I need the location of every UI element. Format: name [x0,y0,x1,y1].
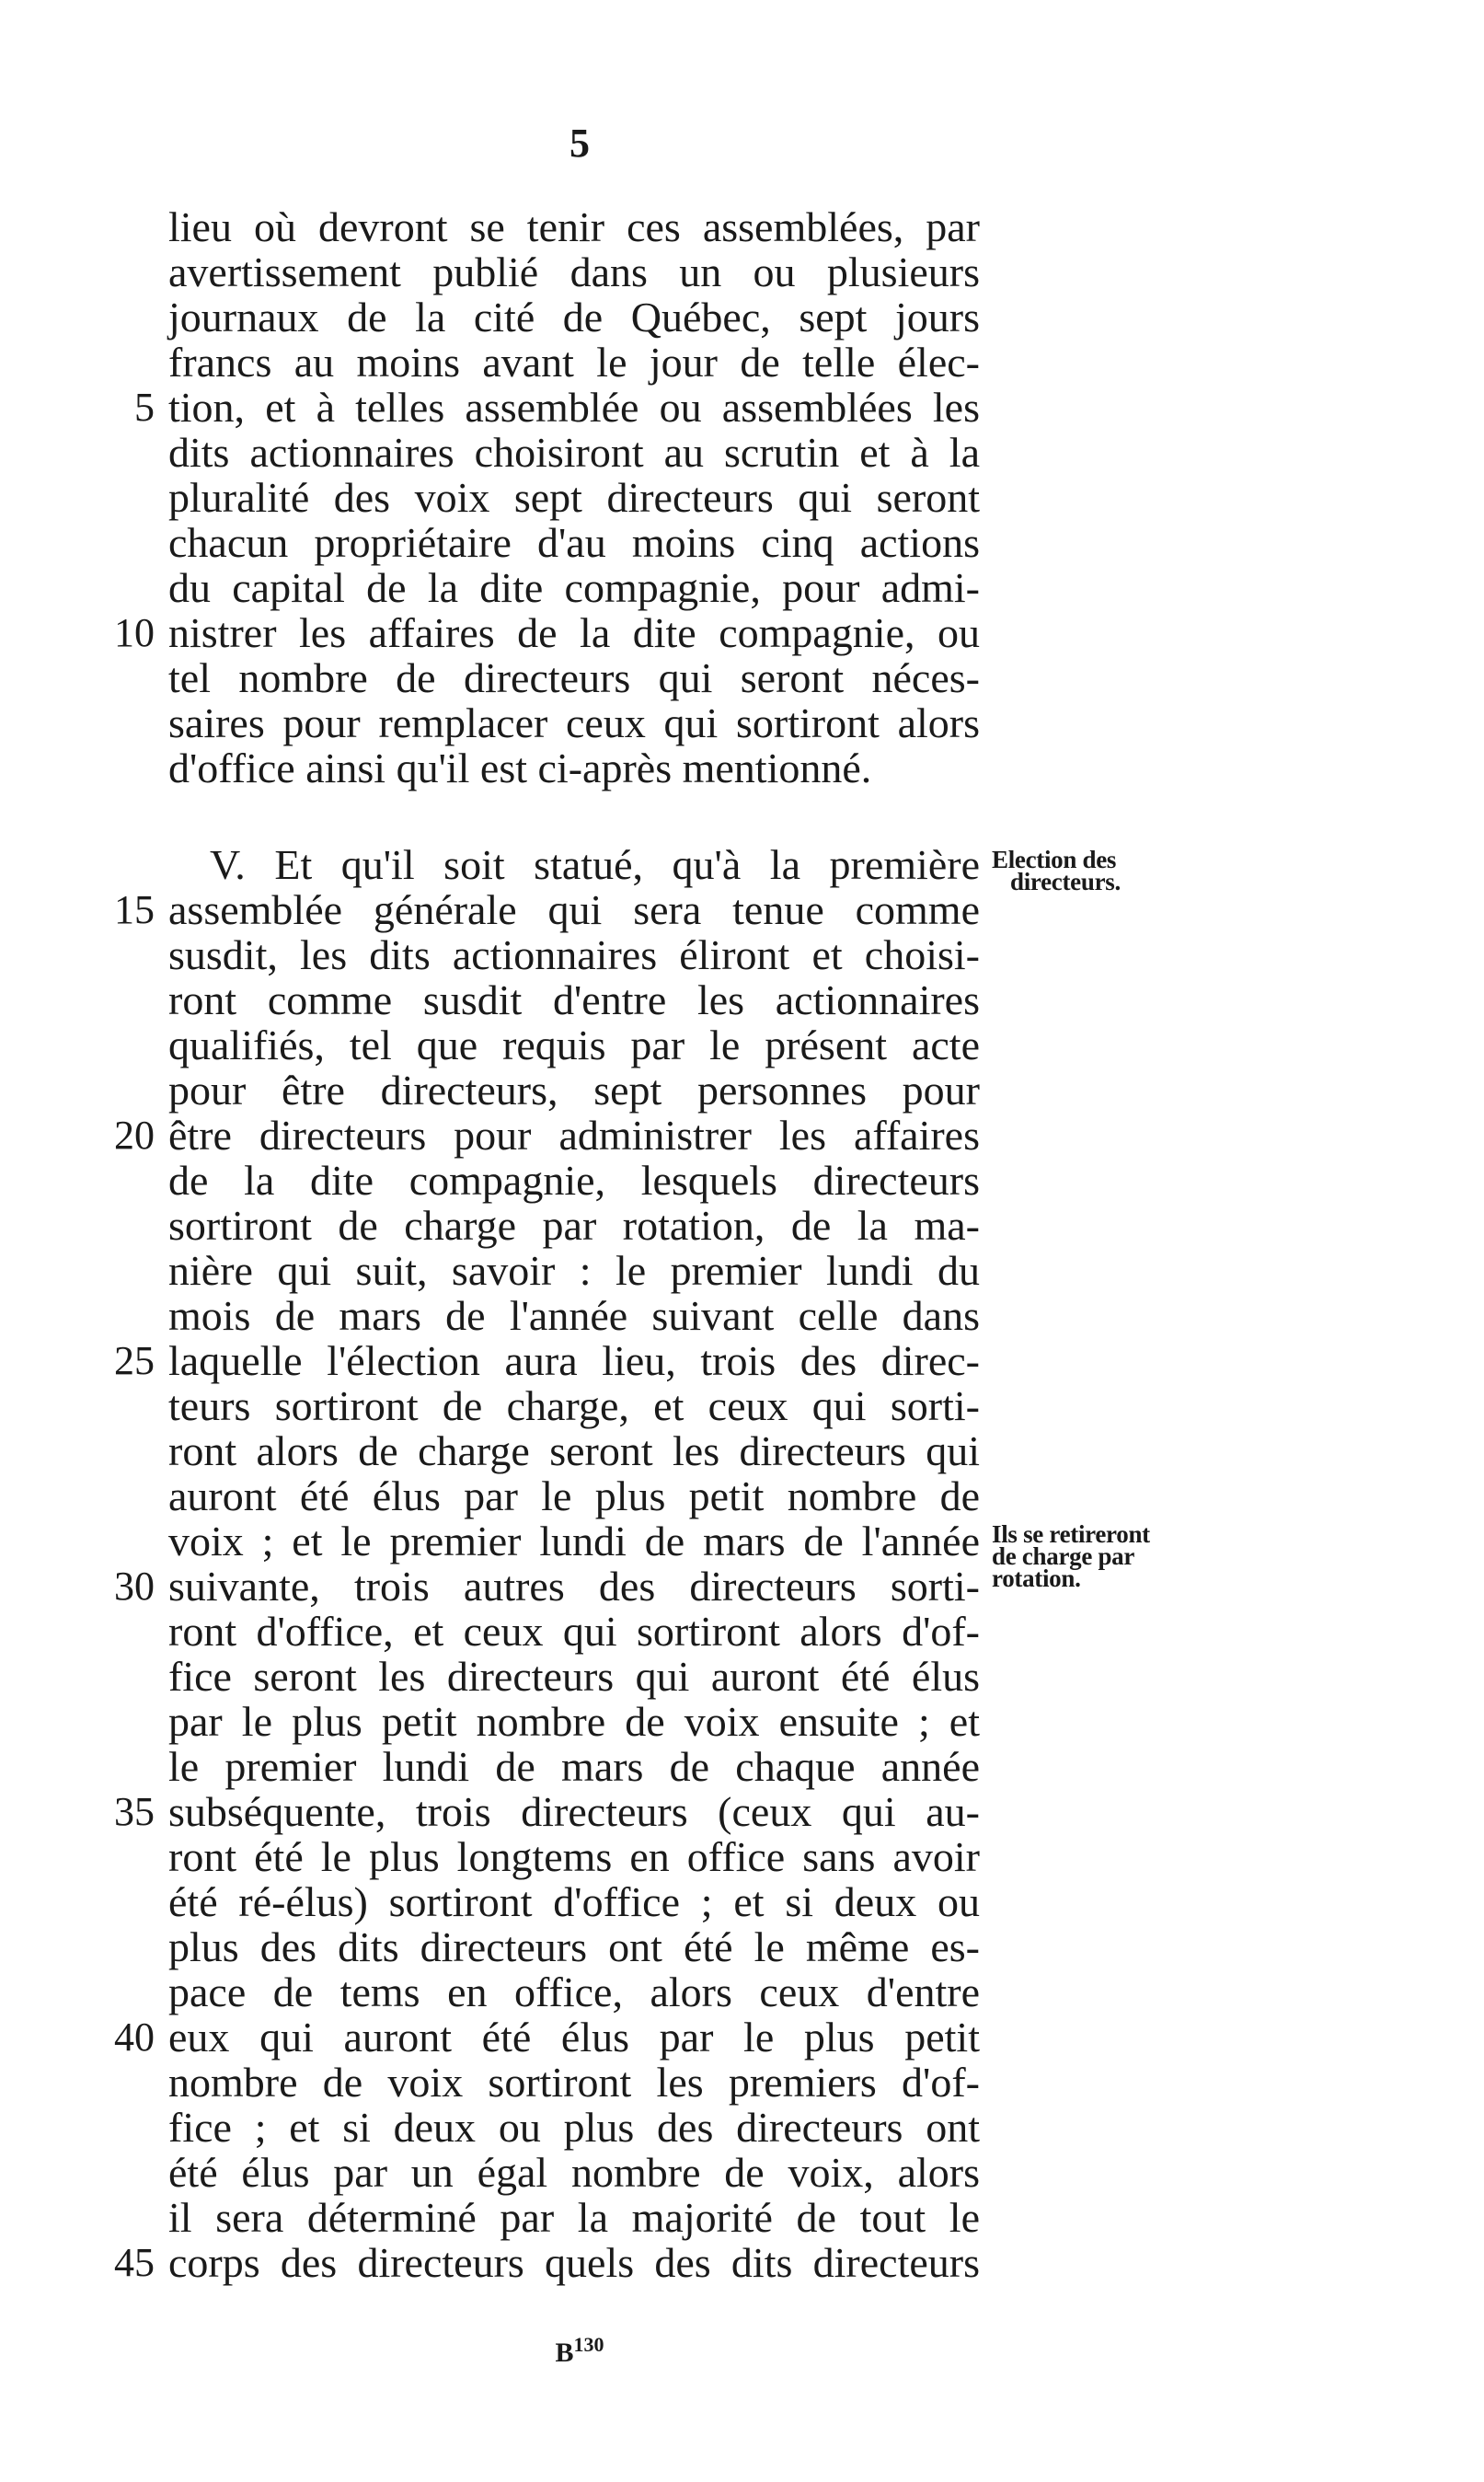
text-line: corps des directeurs quels des dits directeurs [168,2239,980,2286]
line-number: 25 [114,1338,155,1383]
text-line: mois de mars de l'année suivant celle dans [168,1292,980,1339]
text-line: auront été élus par le plus petit nombre de [168,1472,980,1519]
text-line: ront alors de charge seront les directeurs qui [168,1427,980,1474]
text-line: laquelle l'élection aura lieu, trois des direc- [168,1337,980,1384]
text-line: francs au moins avant le jour de telle élec- [168,339,980,386]
line-number: 20 [114,1113,155,1158]
text-line: chacun propriétaire d'au moins cinq actions [168,519,980,566]
text-line: eux qui auront été élus par le plus petit [168,2014,980,2061]
text-line: il sera déterminé par la majorité de tout le [168,2194,980,2241]
text-line: ront comme susdit d'entre les actionnaires [168,976,980,1023]
margin-note-line: de charge par [992,1542,1135,1570]
text-line: dits actionnaires choisiront au scrutin et à la [168,429,980,476]
signature-number: 130 [573,2333,604,2356]
text-line: journaux de la cité de Québec, sept jours [168,294,980,341]
page-number: 5 [569,121,590,166]
text-line: nière qui suit, savoir : le premier lundi du [168,1247,980,1294]
signature-mark [0,2333,1159,2369]
text-line: susdit, les dits actionnaires éliront et choisi- [168,931,980,978]
text-line: saires pour remplacer ceux qui sortiront alors [168,699,980,746]
text-line: pace de tems en office, alors ceux d'entre [168,1968,980,2015]
text-line: fice ; et si deux ou plus des directeurs ont [168,2104,980,2151]
text-line: fice seront les directeurs qui auront été élus [168,1653,980,1700]
text-line: nombre de voix sortiront les premiers d'of- [168,2059,980,2106]
line-number: 10 [114,610,155,655]
line-number: 30 [114,1564,155,1609]
text-line: teurs sortiront de charge, et ceux qui sorti- [168,1382,980,1429]
text-line: été ré-élus) sortiront d'office ; et si deux ou [168,1878,980,1925]
margin-note-line: directeurs. [1010,868,1121,895]
margin-note-line: Ils se retireront [992,1520,1150,1548]
text-line: le premier lundi de mars de chaque année [168,1743,980,1790]
signature-letter: B [555,2338,574,2368]
text-line: lieu où devront se tenir ces assemblées, par [168,203,980,250]
text-line: subséquente, trois directeurs (ceux qui au- [168,1788,980,1835]
text-line: qualifiés, tel que requis par le présent acte [168,1022,980,1068]
text-line: voix ; et le premier lundi de mars de l'année [168,1518,980,1564]
text-line: plus des dits directeurs ont été le même es- [168,1923,980,1970]
section-start-line: V. Et qu'il soit statué, qu'à la première [210,841,980,888]
text-line: ront été le plus longtems en office sans avoir [168,1833,980,1880]
line-number: 15 [114,887,155,932]
margin-note-line: Election des [992,846,1117,873]
text-line: de la dite compagnie, lesquels directeurs [168,1157,980,1204]
text-line: être directeurs pour administrer les affaires [168,1112,980,1159]
margin-note-election [992,848,1194,893]
text-line: pour être directeurs, sept personnes pour [168,1067,980,1114]
margin-note-line: rotation. [992,1564,1081,1592]
text-line: assemblée générale qui sera tenue comme [168,886,980,933]
text-line: sortiront de charge par rotation, de la ma- [168,1202,980,1249]
text-line: avertissement publié dans un ou plusieurs [168,248,980,295]
text-line: d'office ainsi qu'il est ci-après mentionné. [168,745,872,791]
text-line: ront d'office, et ceux qui sortiront alors d'of- [168,1608,980,1655]
text-line: tion, et à telles assemblée ou assemblées les [168,384,980,431]
text-line: par le plus petit nombre de voix ensuite ; et [168,1698,980,1745]
text-line: du capital de la dite compagnie, pour admi- [168,564,980,611]
text-line: suivante, trois autres des directeurs sorti- [168,1563,980,1610]
text-line: pluralité des voix sept directeurs qui seront [168,474,980,521]
text-line: tel nombre de directeurs qui seront néces- [168,654,980,701]
text-line: été élus par un égal nombre de voix, alors [168,2149,980,2196]
line-number: 40 [114,2014,155,2060]
line-number: 35 [114,1789,155,1834]
margin-note-rotation [992,1520,1194,1592]
text-line: nistrer les affaires de la dite compagnie, ou [168,609,980,656]
line-number: 5 [134,385,155,430]
line-number: 45 [114,2240,155,2285]
